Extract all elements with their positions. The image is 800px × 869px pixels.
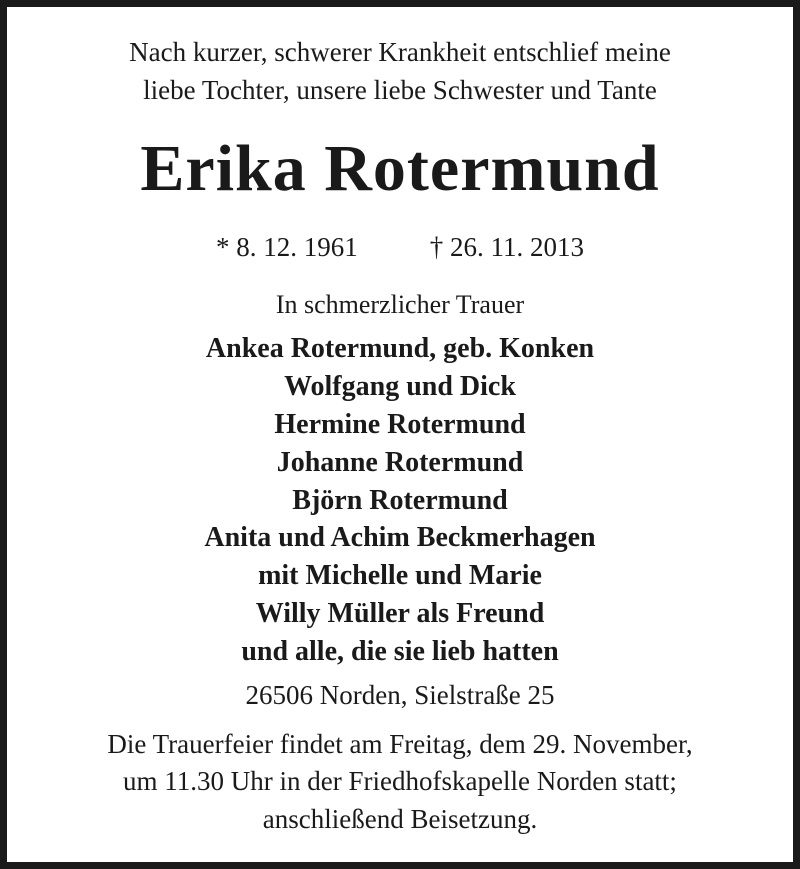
address: 26506 Norden, Sielstraße 25 <box>245 680 555 710</box>
mourner-2: Wolfgang und Dick <box>284 371 516 402</box>
service-line-3: anschließend Beisetzung. <box>262 804 538 834</box>
mourner-1: Ankea Rotermund, geb. Konken <box>205 333 595 364</box>
intro-line-2: liebe Tochter, unsere liebe Schwester und Tante <box>143 75 657 105</box>
life-dates <box>7 229 793 265</box>
service-line-2: um 11.30 Uhr in der Friedhofskapelle Norden statt; <box>123 766 677 796</box>
deceased-name: Erika Rotermund <box>140 132 660 205</box>
mourning-line: In schmerzlicher Trauer <box>275 290 525 319</box>
mourner-9: und alle, die sie lieb hatten <box>241 636 559 667</box>
mourner-8: Willy Müller als Freund <box>255 598 545 629</box>
obituary-notice <box>7 7 793 862</box>
service-line-1: Die Trauerfeier findet am Freitag, dem 29. November, <box>107 729 693 759</box>
mourner-5: Björn Rotermund <box>292 485 508 516</box>
birth-date: * 8. 12. 1961 <box>216 232 358 262</box>
mourner-4: Johanne Rotermund <box>276 447 524 478</box>
mourner-6: Anita und Achim Beckmerhagen <box>204 522 596 553</box>
intro-line-1: Nach kurzer, schwerer Krankheit entschlief meine <box>129 37 671 67</box>
death-date: † 26. 11. 2013 <box>429 232 584 262</box>
mourner-7: mit Michelle und Marie <box>258 560 542 591</box>
mourner-3: Hermine Rotermund <box>274 409 526 440</box>
